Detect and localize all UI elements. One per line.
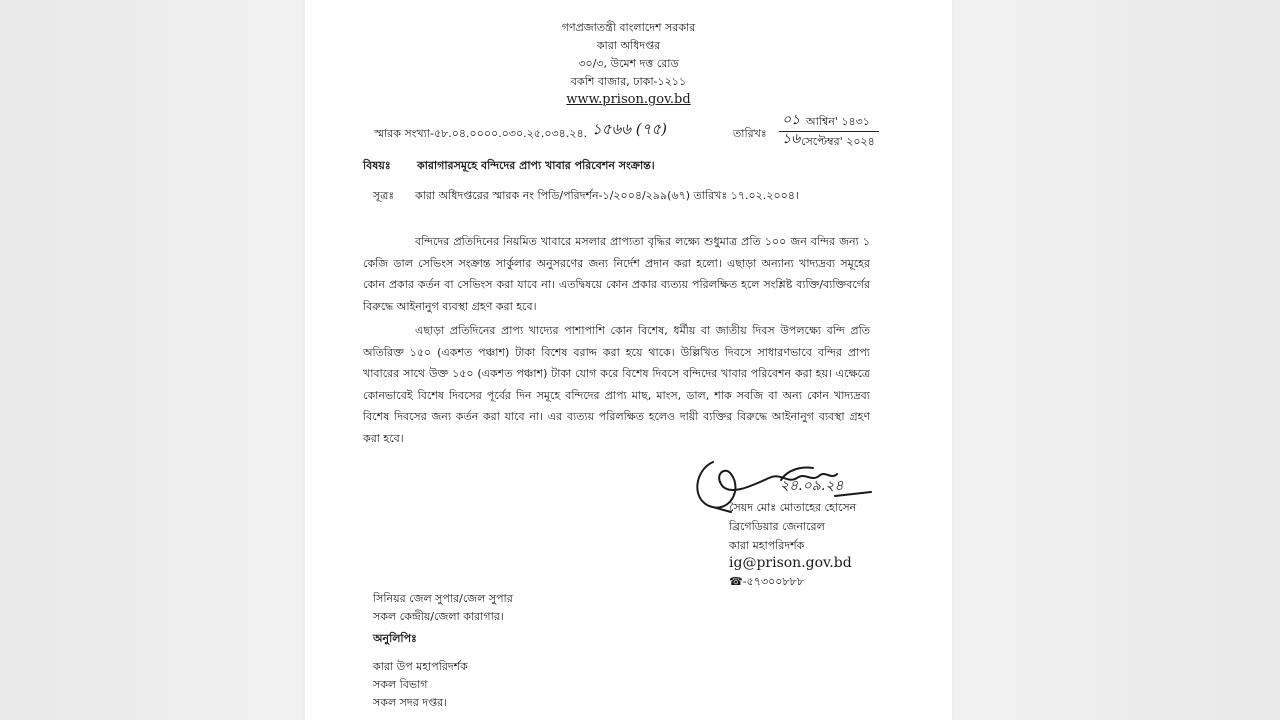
- right-background: [952, 0, 1280, 720]
- reference-label: সূত্রঃ: [373, 189, 395, 202]
- left-background: [0, 0, 305, 720]
- header-government: গণপ্রজাতন্ত্রী বাংলাদেশ সরকার: [561, 21, 696, 34]
- memo-number-handwritten: ১৫৬৬ (৭৫): [592, 120, 667, 138]
- subject-text: কারাগারসমূহে বন্দিদের প্রাপ্য খাবার পরিবেশন সংক্রান্ত।: [417, 159, 655, 172]
- header-department: কারা অধিদপ্তর: [596, 39, 661, 52]
- date-bangla-month: আশ্বিন' ১৪৩১: [806, 115, 870, 128]
- date-bangla-day: ০১: [782, 112, 801, 128]
- subject-label: বিষয়ঃ: [363, 159, 391, 172]
- header-street: ৩০/৩, উমেশ দত্ত রোড: [578, 57, 679, 70]
- signatory-email-link[interactable]: ig@prison.gov.bd: [729, 555, 852, 571]
- signatory-rank: ব্রিগেডিয়ার জেনারেল: [729, 520, 825, 533]
- signatory-name: সৈয়দ মোঃ মোতাহের হোসেন: [729, 501, 857, 514]
- date-label: তারিখঃ: [733, 127, 767, 140]
- reference-text: কারা অধিদপ্তরের স্মারক নং পিডি/পরিদর্শন-১/২০০৪/২৯৯(৬৭) তারিখঃ ১৭.০২.২০০৪।: [415, 189, 799, 202]
- body-paragraph-1: বন্দিদের প্রতিদিনের নিয়মিত খাবারে মসলার প্রাপ্যতা বৃদ্ধির লক্ষ্যে শুধুমাত্র প্রতি ১০০ জন বন্দির জন্য ১ কেজি ডাল সেভিংস সংক্রান্ত সার্কুলার অনুসরণের জন্য নির্দেশ প্রদান করা হলো। এছাড়া অন্যান্য খাদ্যদ্রব্য সমূহের কোন প্রকার কর্তন বা সেভিংস করা যাবে না। এতদ্বিষয়ে কোন প্রকার ব্যত্যয় পরিলক্ষিত হলে সংশ্লিষ্ট ব্যক্তি/ব্যক্তিবর্গের বিরুদ্ধে আইনানুগ ব্যবস্থা গ্রহণ করা হবে।: [363, 235, 870, 313]
- copies-label: অনুলিপিঃ: [373, 632, 417, 645]
- signatory-title: কারা মহাপরিদর্শক: [729, 539, 805, 552]
- recipient-line-1: সিনিয়র জেল সুপার/জেল সুপার: [373, 592, 513, 605]
- date-greg-day: ১৬: [782, 131, 801, 147]
- signatory-phone: ☎-৫৭৩০০৮৮৮: [729, 575, 804, 588]
- memo-number-label: স্মারক সংখ্যা-৫৮.০৪.০০০০.০৩০.২৫.০৩৪.২৪.: [374, 127, 588, 140]
- copy-item: সকল বিভাগ: [373, 678, 428, 691]
- copy-item: সকল সদর দপ্তর।: [373, 696, 448, 709]
- header-city: বকশি বাজার, ঢাকা-১২১১: [570, 75, 687, 88]
- recipient-line-2: সকল কেন্দ্রীয়/জেলা কারাগার।: [373, 610, 504, 623]
- body-paragraph-2: এছাড়া প্রতিদিনের প্রাপ্য খাদ্যের পাশাপাশি কোন বিশেষ, ধর্মীয় বা জাতীয় দিবস উপলক্ষ্যে বন্দি প্রতি অতিরিক্ত ১৫০ (একশত পঞ্চাশ) টাকা বিশেষ বরাদ্দ করা হয়ে থাকে। উল্লিখিত দিবসে সাধারণভাবে বন্দির প্রাপ্য খাবারের সাথে উক্ত ১৫০ (একশত পঞ্চাশ) টাকা যোগ করে বিশেষ দিবসে বন্দিদের খাবার পরিবেশন করা হয়। এক্ষেত্রে কোনভাবেই বিশেষ দিবসের পূর্বের দিন সমূহে বন্দিদের প্রাপ্য মাছ, মাংস, ডাল, শাক সবজি বা অন্য কোন খাদ্যদ্রব্য বিশেষ দিবসের জন্য কর্তন করা যাবে না। এর ব্যত্যয় পরিলক্ষিত হলেও দায়ী ব্যক্তির বিরুদ্ধে আইনানুগ ব্যবস্থা গ্রহণ করা হবে।: [363, 324, 870, 445]
- document-page: [305, 0, 952, 720]
- header-website-link[interactable]: www.prison.gov.bd: [566, 92, 691, 107]
- signature-date-handwritten: ২৪.০৯.২৪: [780, 478, 844, 494]
- copy-item: কারা উপ মহাপরিদর্শক: [373, 660, 468, 673]
- date-greg-month: সেপ্টেম্বর' ২০২৪: [801, 135, 875, 148]
